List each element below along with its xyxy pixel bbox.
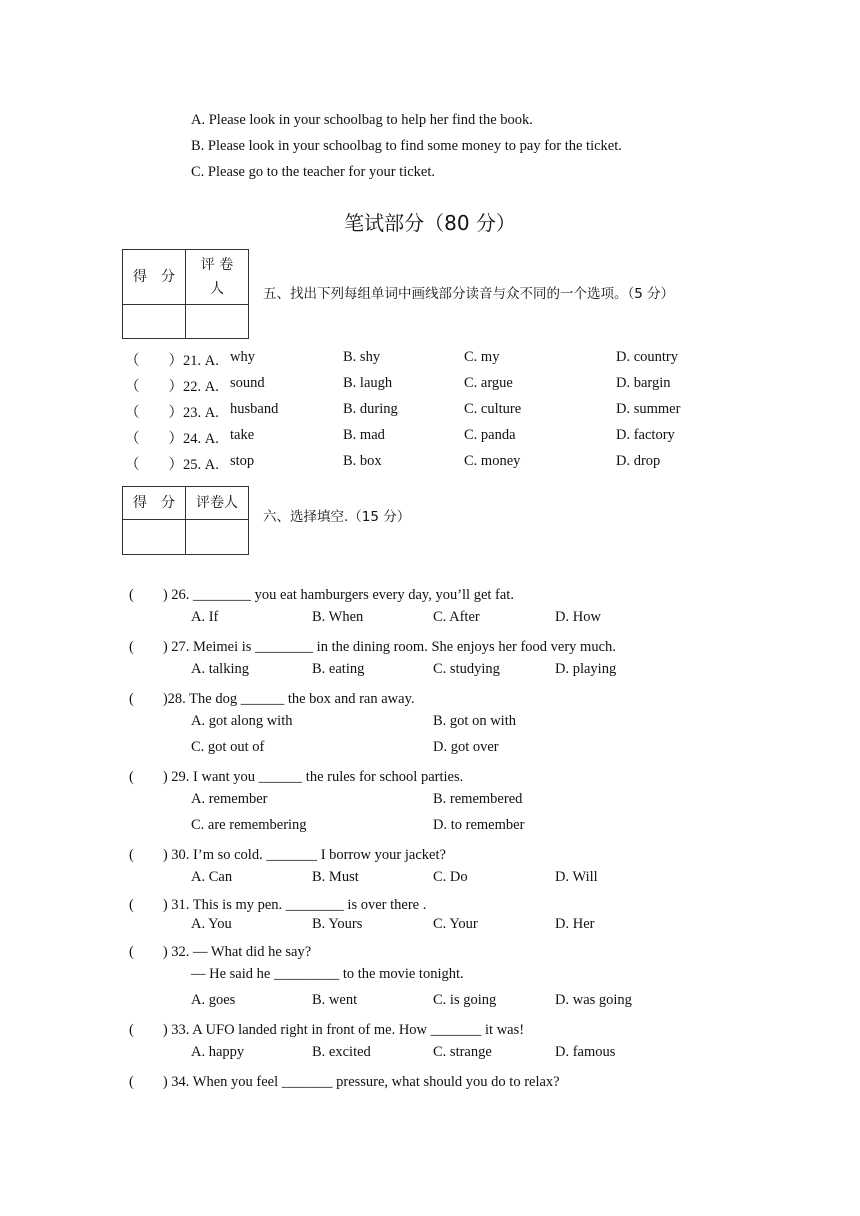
answer-option: C. strange <box>433 1044 492 1060</box>
answer-option: B. Must <box>312 869 359 885</box>
option-a: stop <box>230 453 255 469</box>
answer-option: A. Can <box>191 869 233 885</box>
answer-option: A. remember <box>191 791 268 807</box>
question-stem: ( ) 29. I want you ______ the rules for school parties. <box>129 769 464 785</box>
question-number: （ ）23. A. <box>125 405 219 421</box>
option-c: C. argue <box>464 375 513 391</box>
question-number: （ ）24. A. <box>125 431 219 447</box>
question-stem: ( ) 33. A UFO landed right in front of me. How _______ it was! <box>129 1022 525 1038</box>
answer-option: C. are remembering <box>191 817 307 833</box>
score-cell[interactable] <box>123 305 186 339</box>
answer-option: C. Do <box>433 869 468 885</box>
option-a: take <box>230 427 255 443</box>
option-d: D. drop <box>616 453 661 469</box>
grader-cell[interactable] <box>186 520 249 555</box>
option-b: B. shy <box>343 349 381 365</box>
option-b: B. laugh <box>343 375 393 391</box>
option-a: why <box>230 349 255 365</box>
answer-option: B. eating <box>312 661 365 677</box>
answer-option: A. got along with <box>191 713 293 729</box>
question-stem: ( )28. The dog ______ the box and ran away. <box>129 691 415 707</box>
answer-option: B. got on with <box>433 713 516 729</box>
answer-option: C. After <box>433 609 480 625</box>
option-b: B. during <box>343 401 398 417</box>
answer-option: C. got out of <box>191 739 265 755</box>
option-d: D. bargin <box>616 375 671 391</box>
grader-cell[interactable] <box>186 305 249 339</box>
question-stem: ( ) 34. When you feel _______ pressure, what should you do to relax? <box>129 1074 560 1090</box>
grader-label: 评 卷 人 <box>186 250 249 305</box>
answer-option: D. to remember <box>433 817 525 833</box>
top-option-b: B. Please look in your schoolbag to find some money to pay for the ticket. <box>191 138 622 154</box>
answer-option: C. is going <box>433 992 497 1008</box>
question-stem: ( ) 31. This is my pen. ________ is over there . <box>129 897 427 913</box>
answer-option: D. Will <box>555 869 598 885</box>
top-option-a: A. Please look in your schoolbag to help her find the book. <box>191 112 533 128</box>
answer-option: C. studying <box>433 661 500 677</box>
option-d: D. summer <box>616 401 681 417</box>
question-stem: ( ) 30. I’m so cold. _______ I borrow your jacket? <box>129 847 446 863</box>
answer-option: A. talking <box>191 661 249 677</box>
option-c: C. panda <box>464 427 516 443</box>
option-d: D. country <box>616 349 679 365</box>
score-label: 得 分 <box>123 487 186 520</box>
answer-option: B. remembered <box>433 791 523 807</box>
option-b: B. box <box>343 453 382 469</box>
answer-option: A. goes <box>191 992 236 1008</box>
section-title: 笔试部分（80 分） <box>344 211 516 235</box>
answer-option: B. went <box>312 992 358 1008</box>
option-b: B. mad <box>343 427 385 443</box>
question-stem: ( ) 27. Meimei is ________ in the dining room. She enjoys her food very much. <box>129 639 616 655</box>
section6-heading: 六、选择填空.（15 分） <box>263 509 411 525</box>
score-label: 得 分 <box>123 250 186 305</box>
answer-option: D. was going <box>555 992 632 1008</box>
answer-option: A. You <box>191 916 232 932</box>
question-number: （ ）25. A. <box>125 457 219 473</box>
top-option-c: C. Please go to the teacher for your ticket. <box>191 164 436 180</box>
answer-option: D. playing <box>555 661 617 677</box>
score-cell[interactable] <box>123 520 186 555</box>
question-line: — He said he _________ to the movie tonight. <box>191 966 464 982</box>
score-box-1 <box>122 249 249 339</box>
answer-option: D. famous <box>555 1044 616 1060</box>
question-stem: ( ) 26. ________ you eat hamburgers every day, you’ll get fat. <box>129 587 514 603</box>
answer-option: D. Her <box>555 916 595 932</box>
option-a: sound <box>230 375 265 391</box>
option-c: C. my <box>464 349 500 365</box>
option-c: C. money <box>464 453 521 469</box>
answer-option: B. When <box>312 609 364 625</box>
answer-option: A. happy <box>191 1044 245 1060</box>
question-stem: ( ) 32. — What did he say? <box>129 944 312 960</box>
grader-label: 评卷人 <box>186 487 249 520</box>
option-d: D. factory <box>616 427 675 443</box>
answer-option: C. Your <box>433 916 478 932</box>
answer-option: D. How <box>555 609 601 625</box>
answer-option: A. If <box>191 609 219 625</box>
question-number: （ ）22. A. <box>125 379 219 395</box>
answer-option: D. got over <box>433 739 499 755</box>
option-a: husband <box>230 401 279 417</box>
question-number: （ ）21. A. <box>125 353 219 369</box>
score-box-2 <box>122 486 249 555</box>
answer-option: B. Yours <box>312 916 363 932</box>
section5-heading: 五、找出下列每组单词中画线部分读音与众不同的一个选项。（5 分） <box>263 286 675 302</box>
answer-option: B. excited <box>312 1044 371 1060</box>
option-c: C. culture <box>464 401 522 417</box>
